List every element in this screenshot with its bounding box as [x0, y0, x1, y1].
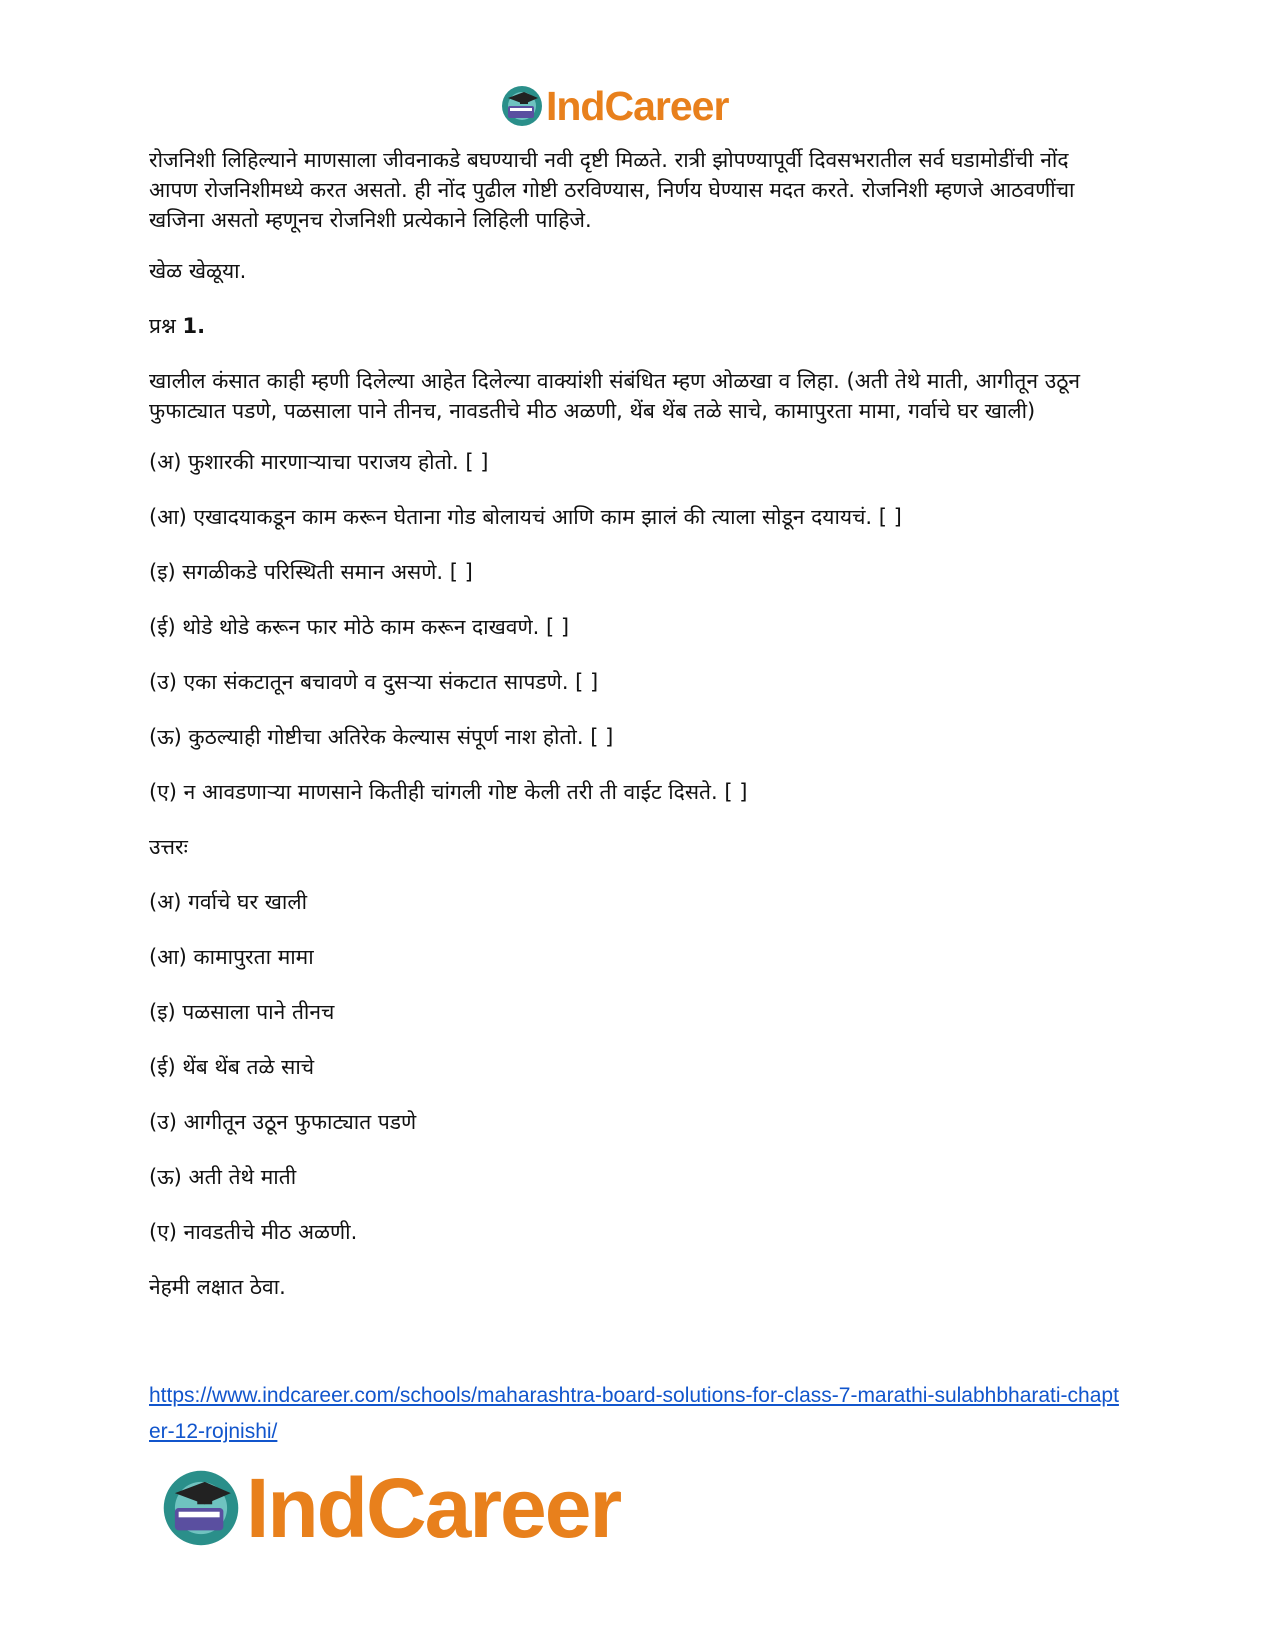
graduation-book-icon [500, 84, 544, 128]
question-item: (आ) एखादयाकडून काम करून घेताना गोड बोलायचं आणि काम झालं की त्याला सोडून दयायचं. [ ] [149, 505, 902, 529]
question-item: (अ) फुशारकी मारणाऱ्याचा पराजय होतो. [ ] [149, 450, 489, 474]
question-item: (उ) एका संकटातून बचावणे व दुसऱ्या संकटात सापडणे. [ ] [149, 670, 599, 694]
answer-item: (ई) थेंब थेंब तळे साचे [149, 1055, 315, 1079]
logo-wordmark: IndCareer [546, 82, 729, 129]
closing-heading: नेहमी लक्षात ठेवा. [149, 1275, 286, 1299]
indcareer-logo-footer [160, 1460, 620, 1556]
answer-item: (उ) आगीतून उठून फुफाट्यात पडणे [149, 1110, 417, 1134]
logo-wordmark: IndCareer [246, 1460, 621, 1555]
answer-item: (ऊ) अती तेथे माती [149, 1165, 297, 1189]
answer-item: (ए) नावडतीचे मीठ अळणी. [149, 1220, 358, 1244]
question-item: (ऊ) कुठल्याही गोष्टीचा अतिरेक केल्यास संपूर्ण नाश होतो. [ ] [149, 725, 614, 749]
source-link[interactable]: https://www.indcareer.com/schools/maharashtra-board-solutions-for-class-7-marathi-sulabhbharati-chapter-12-rojnishi/ [149, 1384, 1119, 1443]
answer-item: (अ) गर्वाचे घर खाली [149, 890, 308, 914]
answer-item: (इ) पळसाला पाने तीनच [149, 1000, 335, 1024]
intro-paragraph: रोजनिशी लिहिल्याने माणसाला जीवनाकडे बघण्याची नवी दृष्टी मिळते. रात्री झोपण्यापूर्वी दिवसभरातील सर्व घडामोडींची नोंद आपण रोजनिशीमध्ये करत असतो. ही नोंद पुढील गोष्टी ठरविण्यास, निर्णय घेण्यास मदत करते. रोजनिशी म्हणजे आठवणींचा खजिना असतो म्हणूनच रोजनिशी प्रत्येकाने लिहिली पाहिजे. [149, 148, 1075, 232]
answer-item: (आ) कामापुरता मामा [149, 945, 314, 969]
question-item: (ए) न आवडणाऱ्या माणसाने कितीही चांगली गोष्ट केली तरी ती वाईट दिसते. [ ] [149, 780, 748, 804]
section-heading: खेळ खेळूया. [149, 259, 247, 283]
question-number-value: 1. [182, 314, 206, 338]
indcareer-logo-header [500, 80, 728, 132]
question-instruction: खालील कंसात काही म्हणी दिलेल्या आहेत दिलेल्या वाक्यांशी संबंधित म्हण ओळखा व लिहा. (अती तेथे माती, आगीतून उठून फुफाट्यात पडणे, पळसाला पाने तीनच, नावडतीचे मीठ अळणी, थेंब थेंब तळे साचे, कामापुरता मामा, गर्वाचे घर खाली) [149, 369, 1081, 423]
answer-label: उत्तरः [149, 835, 188, 859]
document-body [149, 145, 1109, 1327]
question-label: प्रश्न [149, 314, 176, 338]
question-number [149, 311, 1109, 341]
question-item: (इ) सगळीकडे परिस्थिती समान असणे. [ ] [149, 560, 473, 584]
graduation-book-icon [160, 1467, 242, 1549]
question-item: (ई) थोडे थोडे करून फार मोठे काम करून दाखवणे. [ ] [149, 615, 570, 639]
